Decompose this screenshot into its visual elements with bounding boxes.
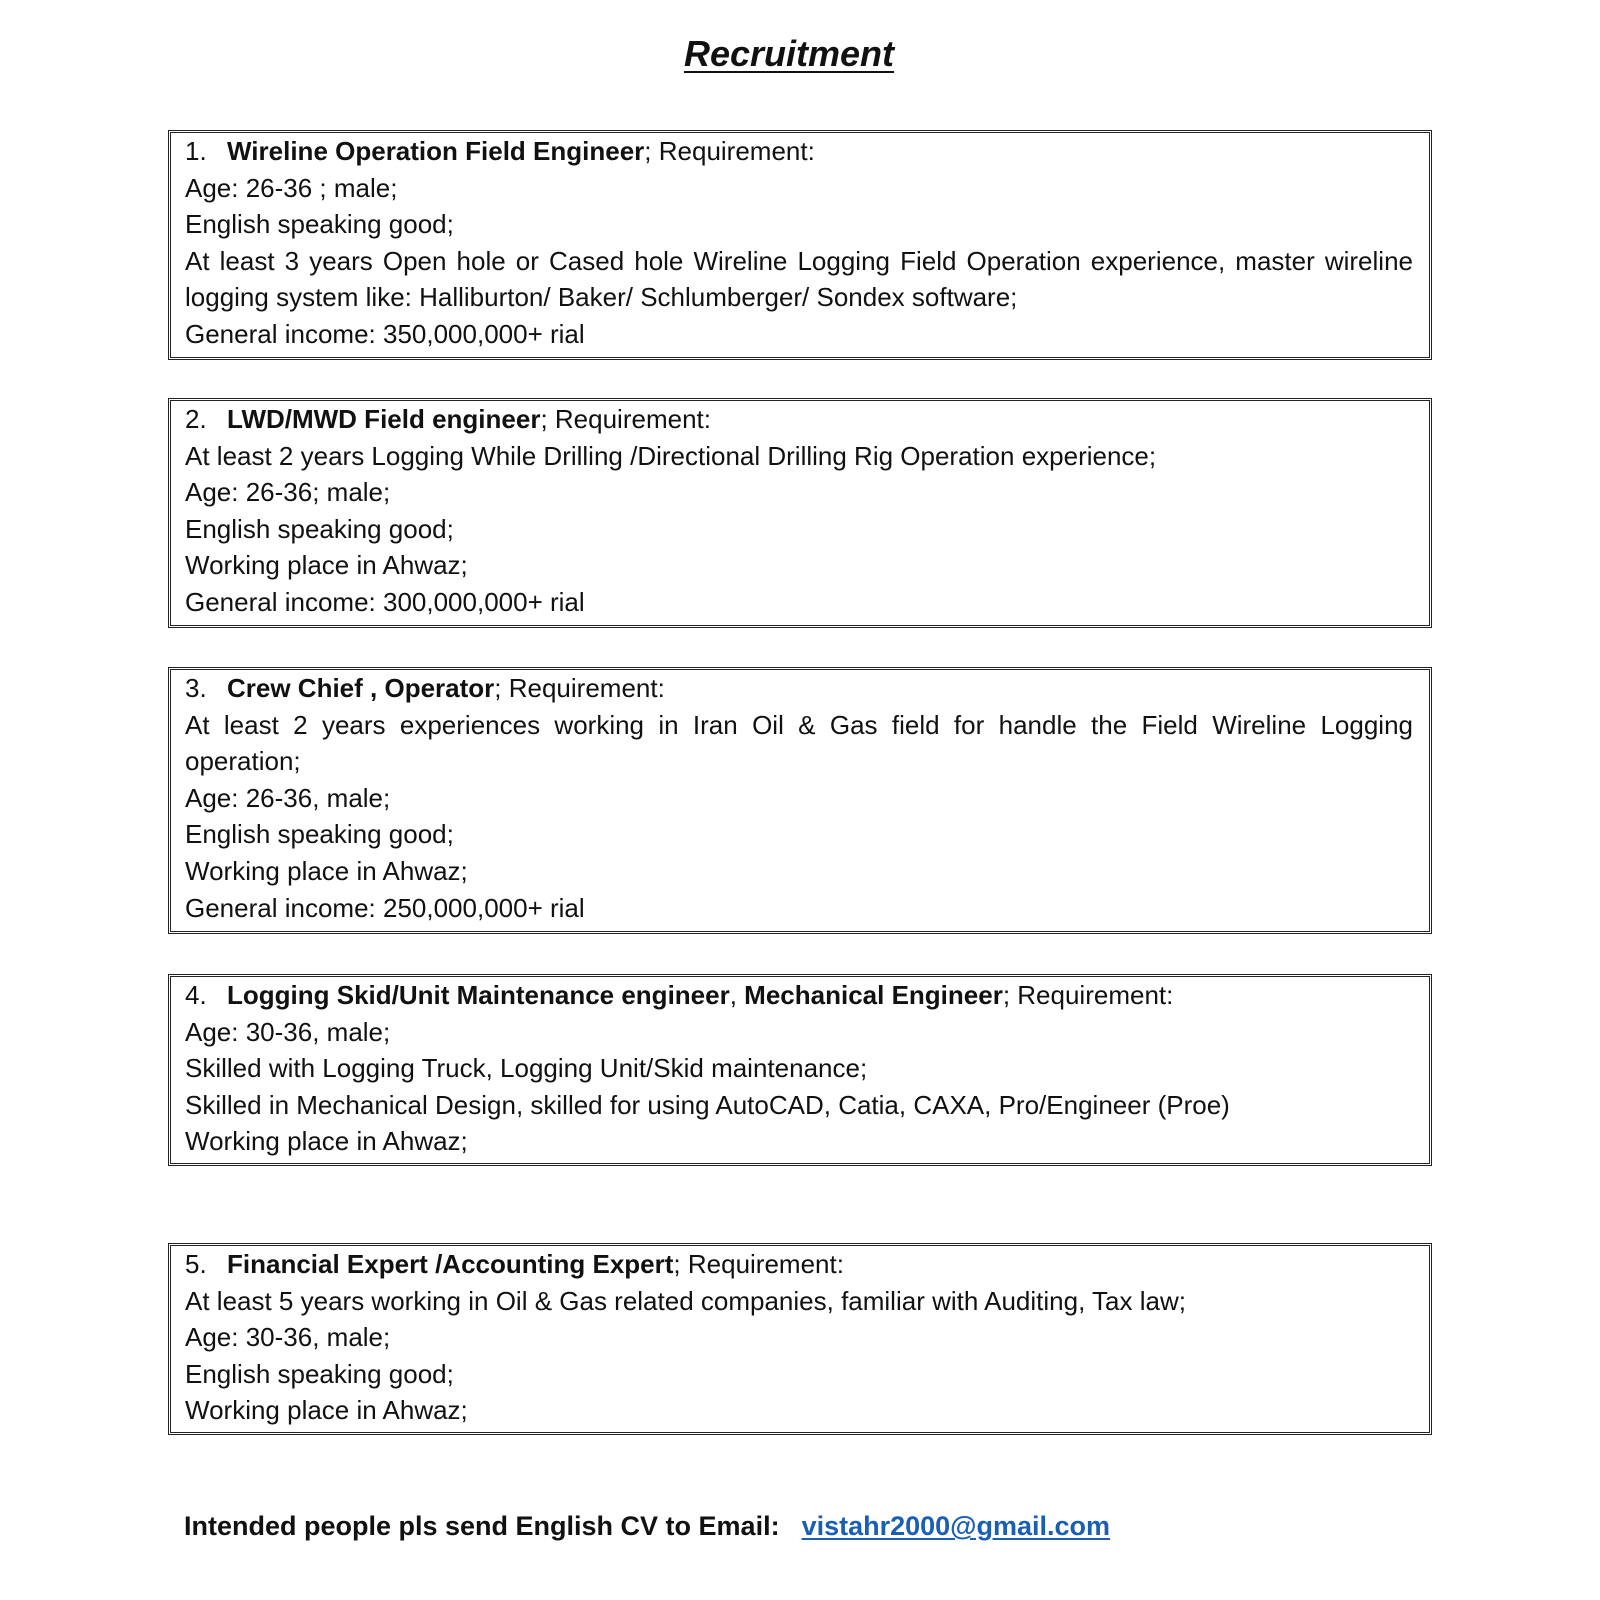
requirement-line: Age: 30-36, male; [185,1016,391,1047]
email-link[interactable]: vistahr2000@gmail.com [801,1511,1111,1541]
requirement-line: Working place in Ahwaz; [185,855,468,886]
job-title: Crew Chief , Operator [227,673,495,703]
requirement-label: ; Requirement: [540,404,711,434]
requirement-line: Working place in Ahwaz; [185,550,468,581]
requirement-label: ; Requirement: [1002,980,1174,1010]
requirement-line: Age: 30-36, male; [185,1322,391,1353]
requirement-line: Working place in Ahwaz; [185,1126,468,1157]
job-heading [185,1246,1413,1283]
requirement-line: Age: 26-36; male; [185,477,391,508]
requirement-line: Working place in Ahwaz; [185,1395,468,1426]
requirement-line: Skilled in Mechanical Design, skilled for using AutoCAD, Catia, CAXA, Pro/Engineer (Proe) [185,1089,1230,1120]
requirement-line: Age: 26-36, male; [185,782,391,813]
requirement-line: At least 3 years Open hole or Cased hole Wireline Logging Field Operation experience, master wireline logging system like: Halliburton/ Baker/ Schlumberger/ Sondex software; [185,245,1413,313]
requirement-label: ; Requirement: [644,136,815,166]
job-box-2 [168,398,1432,628]
title-separator: , [729,980,745,1010]
requirement-line: English speaking good; [185,513,454,544]
requirement-label: ; Requirement: [494,673,665,703]
job-number: 1. [185,136,207,166]
requirement-line: General income: 300,000,000+ rial [185,586,585,617]
job-title: LWD/MWD Field engineer [227,404,541,434]
job-number: 5. [185,1249,207,1279]
requirement-line: Age: 26-36 ; male; [185,172,398,203]
job-box-3 [168,667,1432,934]
contact-text: Intended people pls send English CV to Email: [184,1511,780,1541]
job-number: 3. [185,673,207,703]
requirement-line: English speaking good; [185,819,454,850]
page-title-text: Recruitment [683,33,895,74]
job-title-secondary: Mechanical Engineer [744,980,1003,1010]
job-title: Logging Skid/Unit Maintenance engineer [227,980,730,1010]
job-heading [185,133,1413,170]
requirement-label: ; Requirement: [673,1249,844,1279]
contact-line [184,1508,1110,1544]
job-number: 4. [185,980,207,1010]
job-title: Financial Expert /Accounting Expert [227,1249,674,1279]
requirement-line: General income: 350,000,000+ rial [185,318,585,349]
requirement-line: At least 2 years experiences working in Iran Oil & Gas field for handle the Field Wireline Logging operation; [185,709,1413,777]
job-box-5 [168,1243,1432,1435]
job-heading [185,401,1413,438]
job-number: 2. [185,404,207,434]
requirement-line: English speaking good; [185,209,454,240]
job-heading [185,977,1413,1014]
requirement-line: Skilled with Logging Truck, Logging Unit/Skid maintenance; [185,1053,868,1084]
requirement-line: At least 2 years Logging While Drilling /Directional Drilling Rig Operation experience; [185,440,1157,471]
job-heading [185,670,1413,707]
page-title [0,30,1600,78]
job-box-4 [168,974,1432,1166]
job-title: Wireline Operation Field Engineer [227,136,645,166]
requirement-line: General income: 250,000,000+ rial [185,892,585,923]
requirement-line: At least 5 years working in Oil & Gas related companies, familiar with Auditing, Tax law; [185,1285,1186,1316]
job-box-1 [168,130,1432,360]
requirement-line: English speaking good; [185,1358,454,1389]
